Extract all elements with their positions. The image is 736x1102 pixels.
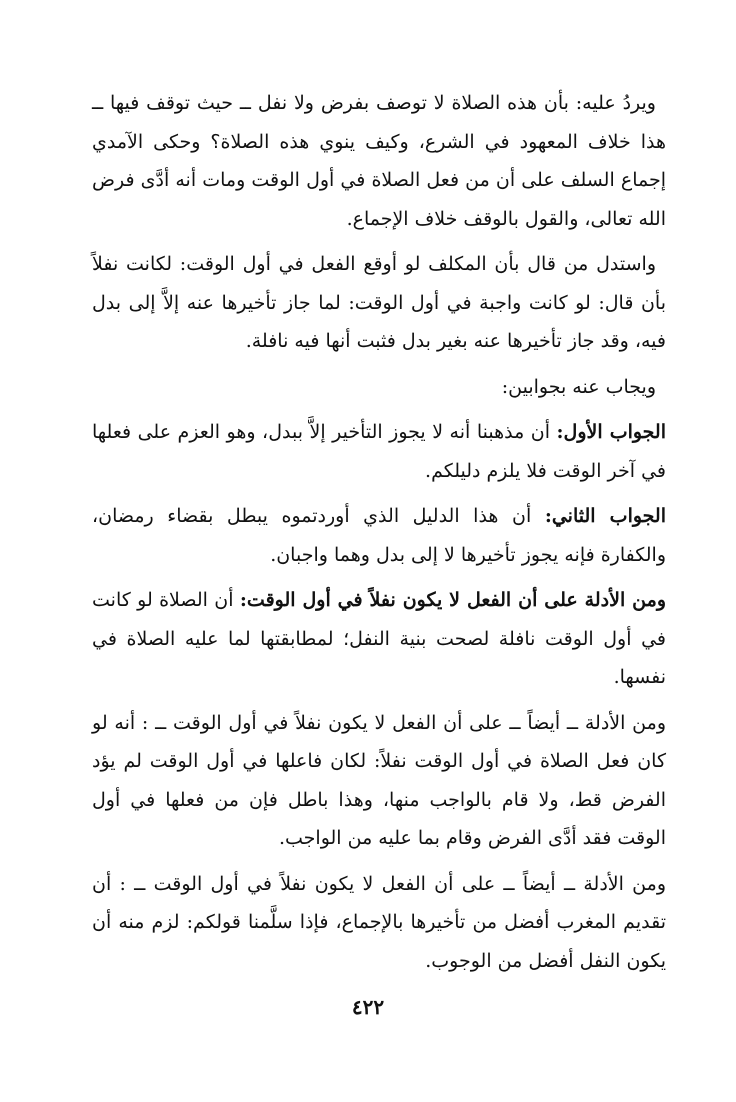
- paragraph-3: [92, 368, 666, 407]
- paragraph-text: ويجاب عنه بجوابين:: [501, 375, 656, 398]
- paragraph-bold-lead: ومن الأدلة على أن الفعل لا يكون نفلاً في أول الوقت:: [239, 589, 666, 611]
- paragraph-text: أن هذا الدليل الذي أوردتموه يبطل بقضاء رمضان، والكفارة فإنه يجوز تأخيرها لا إلى بدل وهما واجبان.: [92, 505, 666, 566]
- page-body: [92, 84, 666, 987]
- paragraph-bold-lead: الجواب الأول:: [556, 421, 667, 443]
- paragraph-8: [92, 865, 666, 981]
- paragraph-text: ويردُ عليه: بأن هذه الصلاة لا توصف بفرض ولا نفل ــ حيث توقف فيها ــ هذا خلاف المعهود في الشرع، وكيف ينوي هذه الصلاة؟ وحكى الآمدي إجماع السلف على أن من فعل الصلاة في أول الوقت ومات أنه أدَّى فرض الله تعالى، والقول بالوقف خلاف الإجماع.: [92, 92, 666, 230]
- paragraph-5: [92, 497, 666, 574]
- paragraph-text: أن مذهبنا أنه لا يجوز التأخير إلاَّ ببدل، وهو العزم على فعلها في آخر الوقت فلا يلزم دليلكم.: [92, 421, 666, 482]
- paragraph-text: أن الصلاة لو كانت في أول الوقت نافلة لصحت بنية النفل؛ لمطابقتها لما عليه الصلاة في نفسها.: [92, 589, 666, 688]
- paragraph-text: واستدل من قال بأن المكلف لو أوقع الفعل في أول الوقت: لكانت نفلاً بأن قال: لو كانت واجبة في أول الوقت: لما جاز تأخيرها عنه إلاَّ إلى بدل فيه، وقد جاز تأخيرها عنه بغير بدل فثبت أنها فيه نافلة.: [92, 253, 666, 352]
- paragraph-bold-lead: الجواب الثاني:: [544, 505, 666, 527]
- paragraph-1: [92, 84, 666, 238]
- paragraph-4: [92, 413, 666, 490]
- paragraph-7: [92, 704, 666, 858]
- page-number: ٤٢٢: [351, 995, 385, 1019]
- paragraph-text: ومن الأدلة ــ أيضاً ــ على أن الفعل لا يكون نفلاً في أول الوقت ــ : أن تقديم المغرب أفضل من تأخيرها بالإجماع، فإذا سلَّمنا قولكم: لزم منه أن يكون النفل أفضل من الوجوب.: [92, 872, 666, 972]
- paragraph-2: [92, 245, 666, 361]
- paragraph-6: [92, 581, 666, 697]
- paragraph-text: ومن الأدلة ــ أيضاً ــ على أن الفعل لا يكون نفلاً في أول الوقت ــ : أنه لو كان فعل الصلاة في أول الوقت نفلاً: لكان فاعلها في أول الوقت لم يؤد الفرض قط، ولا قام بالواجب منها، وهذا باطل فإن من فعلها في أول الوقت فقد أدَّى الفرض وقام بما عليه من الواجب.: [92, 711, 666, 849]
